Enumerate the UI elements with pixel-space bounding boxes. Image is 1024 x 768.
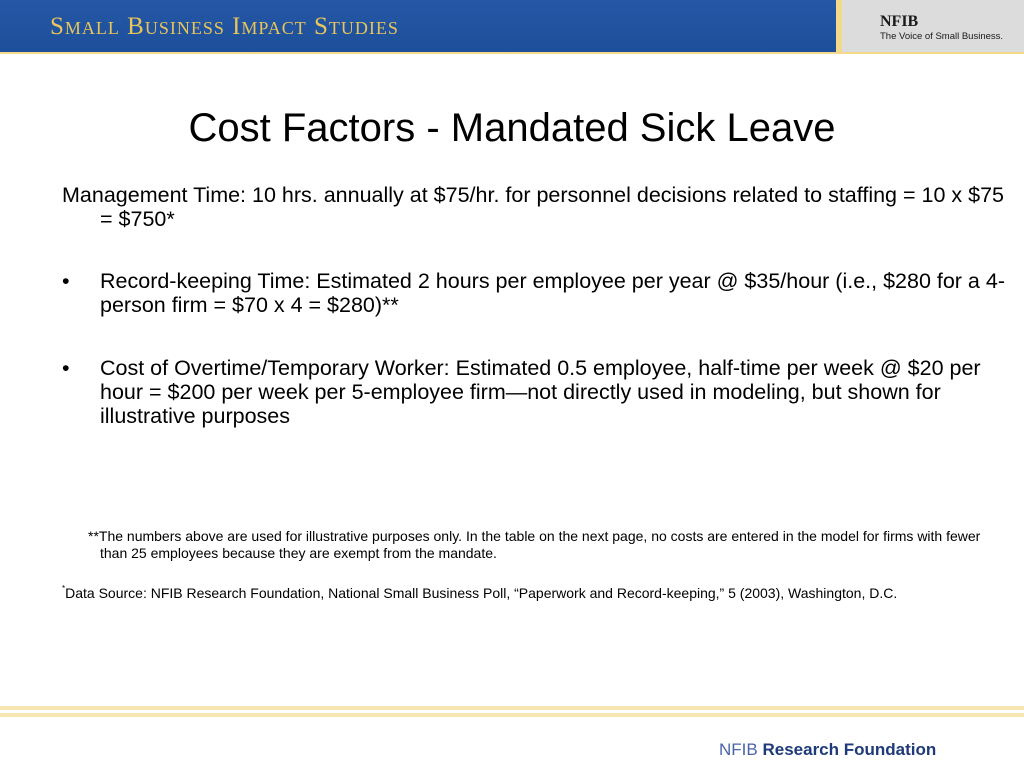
bullet-overtime-cost	[62, 356, 1010, 428]
management-time-paragraph: Management Time: 10 hrs. annually at $75/hr. for personnel decisions related to staffing = 10 x $75 = $750*	[62, 183, 1005, 231]
footer-rule-top	[0, 706, 1024, 710]
illustrative-footnote: **The numbers above are used for illustrative purposes only. In the table on the next page, no costs are entered in the model for firms with fewer than 25 employees because they are exempt from the mandate.	[88, 528, 981, 561]
footer-rule-bottom	[0, 713, 1024, 717]
footer-brand-name: Research Foundation	[762, 740, 937, 759]
logo-tagline: The Voice of Small Business.	[880, 31, 1004, 42]
bullet-symbol: •	[62, 269, 70, 293]
nfib-logo	[842, 0, 1024, 52]
header-title: Small Business Impact Studies	[50, 13, 399, 40]
bullet-symbol: •	[62, 356, 70, 380]
bullet-text: Record-keeping Time: Estimated 2 hours per employee per year @ $35/hour (i.e., $280 for a 4-person firm = $70 x 4 = $280)**	[100, 269, 1005, 317]
data-source-text: Data Source: NFIB Research Foundation, National Small Business Poll, “Paperwork and Record-keeping,” 5 (2003), Washington, D.C.	[65, 585, 898, 601]
header-rule	[0, 52, 1024, 54]
bullet-text: Cost of Overtime/Temporary Worker: Estimated 0.5 employee, half-time per week @ $20 per hour = $200 per week per 5-employee firm—not directly used in modeling, but shown for illustrative purposes	[100, 356, 981, 428]
header-banner	[0, 0, 836, 52]
logo-mark: NFIB	[880, 13, 919, 30]
footnote-marker: *	[62, 584, 66, 593]
footer-brand-logo	[719, 740, 936, 760]
bullet-record-keeping	[62, 269, 1010, 317]
slide-title: Cost Factors - Mandated Sick Leave	[188, 106, 836, 150]
data-source-footnote	[62, 585, 1000, 602]
footer-brand-prefix: NFIB	[719, 740, 758, 759]
